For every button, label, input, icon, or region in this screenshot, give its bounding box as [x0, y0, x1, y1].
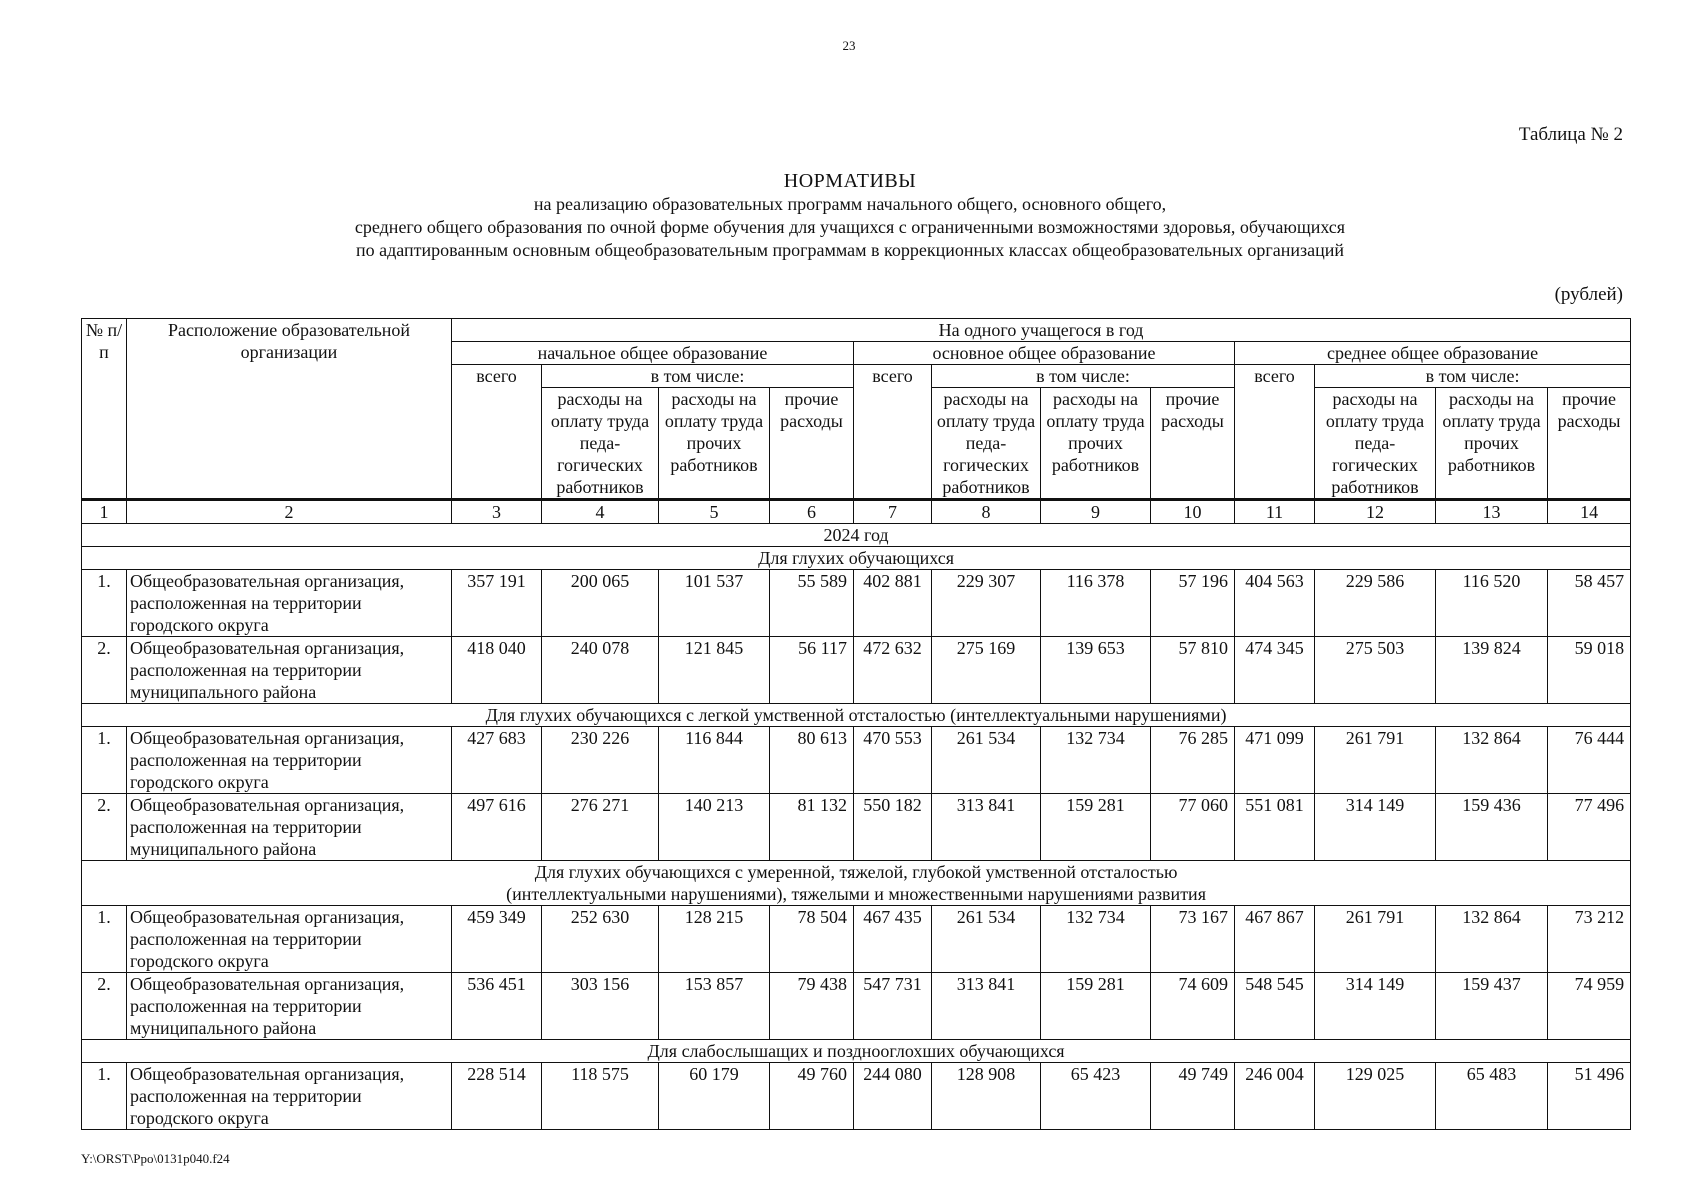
value-cell: 252 630: [542, 906, 659, 973]
organization-cell: Общеобразовательная организация, расположенная на территории городского округа: [127, 1063, 452, 1130]
column-number: 10: [1151, 500, 1235, 524]
section-title: [82, 1040, 1631, 1063]
value-cell: 228 514: [452, 1063, 542, 1130]
value-cell: 550 182: [854, 794, 932, 861]
value-cell: 551 081: [1235, 794, 1315, 861]
value-cell: 51 496: [1548, 1063, 1631, 1130]
value-cell: 548 545: [1235, 973, 1315, 1040]
header-including: в том числе:: [932, 365, 1235, 388]
column-number: 8: [932, 500, 1041, 524]
header-other-expenses: прочие расходы: [1151, 388, 1235, 500]
column-number: 2: [127, 500, 452, 524]
value-cell: 49 760: [770, 1063, 854, 1130]
column-number: 6: [770, 500, 854, 524]
value-cell: 132 734: [1041, 727, 1151, 794]
value-cell: 276 271: [542, 794, 659, 861]
year-label: 2024 год: [82, 524, 1631, 547]
title-line: по адаптированным основным общеобразовательным программам в коррекционных классах общеобразовательных организаций: [356, 240, 1344, 260]
table-label: Таблица № 2: [1518, 124, 1623, 145]
column-number-row: [82, 500, 1631, 524]
value-cell: 402 881: [854, 570, 932, 637]
table-row: [82, 906, 1631, 973]
row-number: 1.: [82, 727, 127, 794]
year-row: [82, 524, 1631, 547]
value-cell: 59 018: [1548, 637, 1631, 704]
organization-cell: Общеобразовательная организация, расположенная на территории муниципального района: [127, 637, 452, 704]
value-cell: 240 078: [542, 637, 659, 704]
value-cell: 459 349: [452, 906, 542, 973]
value-cell: 81 132: [770, 794, 854, 861]
table-row: [82, 1063, 1631, 1130]
column-number: 3: [452, 500, 542, 524]
column-number: 13: [1436, 500, 1548, 524]
value-cell: 314 149: [1315, 794, 1436, 861]
table-row: [82, 637, 1631, 704]
value-cell: 467 435: [854, 906, 932, 973]
value-cell: 140 213: [659, 794, 770, 861]
value-cell: 313 841: [932, 794, 1041, 861]
header-other-salary: расходы на оплату труда прочих работников: [659, 388, 770, 500]
header-no: № п/п: [82, 319, 127, 500]
value-cell: 229 586: [1315, 570, 1436, 637]
value-cell: 470 553: [854, 727, 932, 794]
value-cell: 418 040: [452, 637, 542, 704]
section-title: [82, 704, 1631, 727]
title-line: среднего общего образования по очной форме обучения для учащихся с ограниченными возможностями здоровья, обучающихся: [354, 217, 1346, 237]
value-cell: 128 908: [932, 1063, 1041, 1130]
section-title: [82, 861, 1631, 906]
header-other-expenses: прочие расходы: [1548, 388, 1631, 500]
value-cell: 303 156: [542, 973, 659, 1040]
value-cell: 159 436: [1436, 794, 1548, 861]
value-cell: 74 609: [1151, 973, 1235, 1040]
value-cell: 261 791: [1315, 906, 1436, 973]
header-other-expenses: прочие расходы: [770, 388, 854, 500]
header-row: [82, 319, 1631, 342]
value-cell: 79 438: [770, 973, 854, 1040]
value-cell: 261 791: [1315, 727, 1436, 794]
row-number: 1.: [82, 1063, 127, 1130]
value-cell: 49 749: [1151, 1063, 1235, 1130]
value-cell: 261 534: [932, 906, 1041, 973]
title-main: НОРМАТИВЫ: [783, 170, 917, 192]
organization-cell: Общеобразовательная организация, расположенная на территории городского округа: [127, 906, 452, 973]
row-number: 1.: [82, 570, 127, 637]
norms-table: [81, 318, 1631, 1130]
value-cell: 314 149: [1315, 973, 1436, 1040]
value-cell: 116 844: [659, 727, 770, 794]
header-location: Расположение образовательной организации: [127, 319, 452, 500]
value-cell: 139 824: [1436, 637, 1548, 704]
column-number: 9: [1041, 500, 1151, 524]
value-cell: 132 864: [1436, 906, 1548, 973]
organization-cell: Общеобразовательная организация, расположенная на территории городского округа: [127, 570, 452, 637]
value-cell: 200 065: [542, 570, 659, 637]
value-cell: 58 457: [1548, 570, 1631, 637]
value-cell: 159 281: [1041, 973, 1151, 1040]
header-level-secondary: среднее общее образование: [1235, 342, 1631, 365]
table-row: [82, 973, 1631, 1040]
value-cell: 55 589: [770, 570, 854, 637]
value-cell: 73 167: [1151, 906, 1235, 973]
value-cell: 116 520: [1436, 570, 1548, 637]
file-path-footer: Y:\ORST\Ppo\0131p040.f24: [81, 1151, 230, 1166]
value-cell: 474 345: [1235, 637, 1315, 704]
header-per-student: На одного учащегося в год: [452, 319, 1631, 342]
table-row: [82, 794, 1631, 861]
row-number: 2.: [82, 794, 127, 861]
header-total: всего: [854, 365, 932, 500]
header-including: в том числе:: [1315, 365, 1631, 388]
value-cell: 116 378: [1041, 570, 1151, 637]
row-number: 1.: [82, 906, 127, 973]
value-cell: 153 857: [659, 973, 770, 1040]
organization-cell: Общеобразовательная организация, расположенная на территории городского округа: [127, 727, 452, 794]
section-row: [82, 547, 1631, 570]
page-number: 23: [842, 38, 856, 53]
value-cell: 129 025: [1315, 1063, 1436, 1130]
row-number: 2.: [82, 637, 127, 704]
value-cell: 357 191: [452, 570, 542, 637]
document-title: [180, 170, 1520, 262]
organization-cell: Общеобразовательная организация, расположенная на территории муниципального района: [127, 973, 452, 1040]
value-cell: 57 196: [1151, 570, 1235, 637]
table-row: [82, 570, 1631, 637]
header-total: всего: [452, 365, 542, 500]
value-cell: 132 734: [1041, 906, 1151, 973]
value-cell: 128 215: [659, 906, 770, 973]
value-cell: 65 483: [1436, 1063, 1548, 1130]
table-row: [82, 727, 1631, 794]
section-title-line: Для глухих обучающихся с умеренной, тяжелой, глубокой умственной отсталостью: [534, 862, 1178, 882]
section-title: [82, 547, 1631, 570]
column-number: 12: [1315, 500, 1436, 524]
value-cell: 472 632: [854, 637, 932, 704]
section-row: [82, 704, 1631, 727]
value-cell: 139 653: [1041, 637, 1151, 704]
section-title-line: Для глухих обучающихся с легкой умственной отсталостью (интеллектуальными нарушениями): [485, 705, 1227, 725]
column-number: 14: [1548, 500, 1631, 524]
value-cell: 261 534: [932, 727, 1041, 794]
section-title-line: (интеллектуальными нарушениями), тяжелыми и множественными нарушениями развития: [506, 884, 1206, 904]
value-cell: 76 444: [1548, 727, 1631, 794]
value-cell: 404 563: [1235, 570, 1315, 637]
value-cell: 159 437: [1436, 973, 1548, 1040]
value-cell: 313 841: [932, 973, 1041, 1040]
section-title-line: Для глухих обучающихся: [758, 548, 954, 568]
value-cell: 60 179: [659, 1063, 770, 1130]
value-cell: 65 423: [1041, 1063, 1151, 1130]
header-level-basic: основное общее образование: [854, 342, 1235, 365]
header-ped-salary: расходы на оплату труда педа-гогических работников: [932, 388, 1041, 500]
value-cell: 73 212: [1548, 906, 1631, 973]
header-ped-salary: расходы на оплату труда педа-гогических работников: [542, 388, 659, 500]
value-cell: 275 503: [1315, 637, 1436, 704]
value-cell: 467 867: [1235, 906, 1315, 973]
value-cell: 230 226: [542, 727, 659, 794]
value-cell: 78 504: [770, 906, 854, 973]
header-level-primary: начальное общее образование: [452, 342, 854, 365]
header-including: в том числе:: [542, 365, 854, 388]
value-cell: 74 959: [1548, 973, 1631, 1040]
value-cell: 57 810: [1151, 637, 1235, 704]
value-cell: 547 731: [854, 973, 932, 1040]
value-cell: 159 281: [1041, 794, 1151, 861]
value-cell: 118 575: [542, 1063, 659, 1130]
organization-cell: Общеобразовательная организация, расположенная на территории муниципального района: [127, 794, 452, 861]
header-other-salary: расходы на оплату труда прочих работников: [1436, 388, 1548, 500]
column-number: 1: [82, 500, 127, 524]
row-number: 2.: [82, 973, 127, 1040]
header-total: всего: [1235, 365, 1315, 500]
value-cell: 80 613: [770, 727, 854, 794]
value-cell: 427 683: [452, 727, 542, 794]
column-number: 4: [542, 500, 659, 524]
header-other-salary: расходы на оплату труда прочих работников: [1041, 388, 1151, 500]
value-cell: 56 117: [770, 637, 854, 704]
column-number: 7: [854, 500, 932, 524]
value-cell: 497 616: [452, 794, 542, 861]
section-row: [82, 1040, 1631, 1063]
value-cell: 77 060: [1151, 794, 1235, 861]
value-cell: 121 845: [659, 637, 770, 704]
column-number: 11: [1235, 500, 1315, 524]
value-cell: 244 080: [854, 1063, 932, 1130]
value-cell: 246 004: [1235, 1063, 1315, 1130]
value-cell: 536 451: [452, 973, 542, 1040]
column-number: 5: [659, 500, 770, 524]
value-cell: 132 864: [1436, 727, 1548, 794]
section-title-line: Для слабослышащих и позднооглохших обучающихся: [647, 1041, 1065, 1061]
value-cell: 229 307: [932, 570, 1041, 637]
header-ped-salary: расходы на оплату труда педа-гогических работников: [1315, 388, 1436, 500]
value-cell: 101 537: [659, 570, 770, 637]
section-row: [82, 861, 1631, 906]
value-cell: 275 169: [932, 637, 1041, 704]
value-cell: 77 496: [1548, 794, 1631, 861]
units-label: (рублей): [1554, 284, 1623, 305]
title-line: на реализацию образовательных программ начального общего, основного общего,: [533, 194, 1167, 214]
value-cell: 76 285: [1151, 727, 1235, 794]
value-cell: 471 099: [1235, 727, 1315, 794]
